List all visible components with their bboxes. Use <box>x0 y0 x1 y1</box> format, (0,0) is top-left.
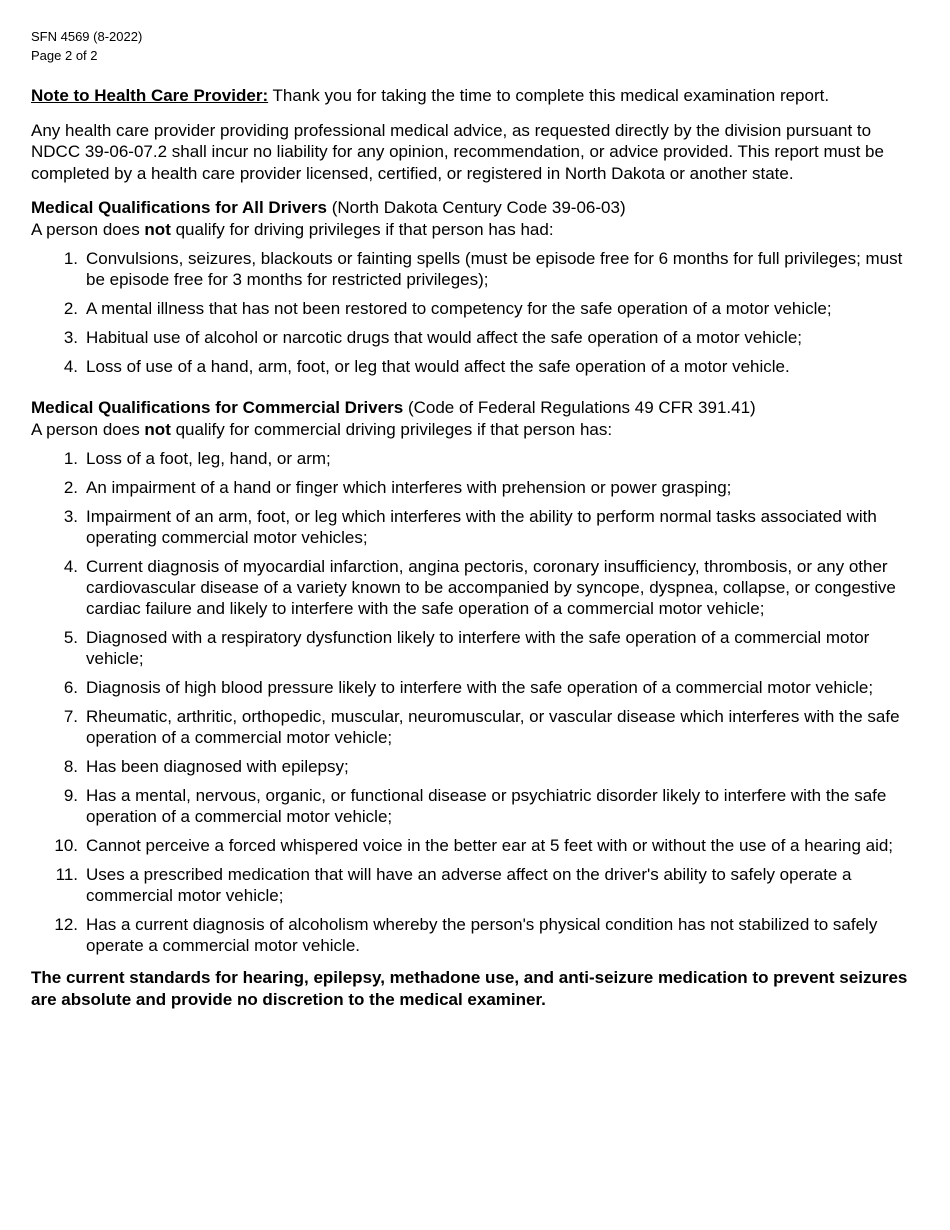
list-item <box>31 706 920 748</box>
list-item-number: 11. <box>55 865 78 884</box>
list-item-number: 10. <box>54 836 78 855</box>
list-item-text: Has a current diagnosis of alcoholism whereby the person's physical condition has not stabilized to safely operate a commercial motor vehicle. <box>86 915 878 955</box>
commercial-drivers-list <box>31 448 920 956</box>
liability-paragraph: Any health care provider providing professional medical advice, as requested directly by the division pursuant to NDCC 39-06-07.2 shall incur no liability for any opinion, recommendation, or advice provided. This report must be completed by a health care provider licensed, certified, or registered in North Dakota or another state. <box>31 120 884 183</box>
list-item-text: Loss of use of a hand, arm, foot, or leg that would affect the safe operation of a motor vehicle. <box>86 357 790 376</box>
list-item-text: Habitual use of alcohol or narcotic drugs that would affect the safe operation of a motor vehicle; <box>86 328 802 347</box>
list-item <box>31 356 920 377</box>
list-item-number: 3. <box>63 328 78 347</box>
list-item <box>31 556 920 619</box>
list-item <box>31 327 920 348</box>
list-item-text: Impairment of an arm, foot, or leg which interferes with the ability to perform normal tasks associated with operating commercial motor vehicles; <box>86 507 877 547</box>
list-item-text: Diagnosis of high blood pressure likely to interfere with the safe operation of a commercial motor vehicle; <box>86 678 874 697</box>
commercial-drivers-heading <box>31 397 920 419</box>
list-item <box>31 298 920 319</box>
commercial-drivers-intro: A person does not qualify for commercial driving privileges if that person has: <box>31 419 613 439</box>
list-item <box>31 756 920 777</box>
list-item <box>31 914 920 956</box>
all-drivers-heading <box>31 197 920 219</box>
list-item-text: Diagnosed with a respiratory dysfunction likely to interfere with the safe operation of a commercial motor vehicle; <box>86 628 870 668</box>
list-item-number: 3. <box>63 507 78 526</box>
page-number: Page 2 of 2 <box>31 48 98 63</box>
closing-statement: The current standards for hearing, epilepsy, methadone use, and anti-seizure medication to prevent seizures are absolute and provide no discretion to the medical examiner. <box>31 968 908 1009</box>
list-item-text: Has been diagnosed with epilepsy; <box>86 757 349 776</box>
list-item-text: Loss of a foot, leg, hand, or arm; <box>86 449 331 468</box>
list-item <box>31 785 920 827</box>
list-item-number: 4. <box>63 557 78 576</box>
list-item <box>31 448 920 469</box>
list-item <box>31 477 920 498</box>
list-item-text: Has a mental, nervous, organic, or functional disease or psychiatric disorder likely to interfere with the safe operation of a commercial motor vehicle; <box>86 786 887 826</box>
list-item-number: 4. <box>63 357 78 376</box>
all-drivers-intro: A person does not qualify for driving privileges if that person has had: <box>31 219 554 239</box>
list-item-number: 9. <box>63 786 78 805</box>
list-item-text: Cannot perceive a forced whispered voice in the better ear at 5 feet with or without the use of a hearing aid; <box>86 836 894 855</box>
list-item-number: 2. <box>63 299 78 318</box>
list-item-number: 1. <box>63 449 78 468</box>
list-item <box>31 248 920 290</box>
all-drivers-title: Medical Qualifications for All Drivers <box>31 198 328 217</box>
list-item <box>31 835 920 856</box>
list-item-text: Convulsions, seizures, blackouts or fainting spells (must be episode free for 6 months for full privileges; must be episode free for 3 months for restricted privileges); <box>86 249 903 289</box>
list-item-number: 5. <box>63 628 78 647</box>
list-item-text: Uses a prescribed medication that will have an adverse affect on the driver's ability to safely operate a commercial motor vehicle; <box>86 865 852 905</box>
note-heading: Note to Health Care Provider: <box>31 86 269 105</box>
document-page <box>31 27 920 1010</box>
list-item <box>31 506 920 548</box>
note-text: Thank you for taking the time to complete this medical examination report. <box>268 86 830 105</box>
list-item-number: 1. <box>63 249 78 268</box>
list-item-number: 2. <box>63 478 78 497</box>
list-item-text: Current diagnosis of myocardial infarction, angina pectoris, coronary insufficiency, thrombosis, or any other cardiovascular disease of a variety known to be accompanied by syncope, dyspnea, collapse, or congestive cardiac failure and likely to interfere with the safe operation of a commercial motor vehicle; <box>86 557 896 618</box>
list-item-number: 8. <box>63 757 78 776</box>
list-item <box>31 864 920 906</box>
list-item-number: 7. <box>63 707 78 726</box>
commercial-drivers-title: Medical Qualifications for Commercial Drivers <box>31 398 404 417</box>
all-drivers-citation: (North Dakota Century Code 39-06-03) <box>327 198 626 217</box>
note-to-provider <box>31 85 920 107</box>
list-item-number: 12. <box>54 915 78 934</box>
list-item-text: Rheumatic, arthritic, orthopedic, muscular, neuromuscular, or vascular disease which interferes with the safe operation of a commercial motor vehicle; <box>86 707 900 747</box>
list-item <box>31 627 920 669</box>
commercial-drivers-citation: (Code of Federal Regulations 49 CFR 391.41) <box>403 398 756 417</box>
all-drivers-list <box>31 248 920 377</box>
form-number: SFN 4569 (8-2022) <box>31 29 143 44</box>
list-item-text: A mental illness that has not been restored to competency for the safe operation of a motor vehicle; <box>86 299 832 318</box>
list-item-number: 6. <box>63 678 78 697</box>
list-item-text: An impairment of a hand or finger which interferes with prehension or power grasping; <box>86 478 732 497</box>
list-item <box>31 677 920 698</box>
